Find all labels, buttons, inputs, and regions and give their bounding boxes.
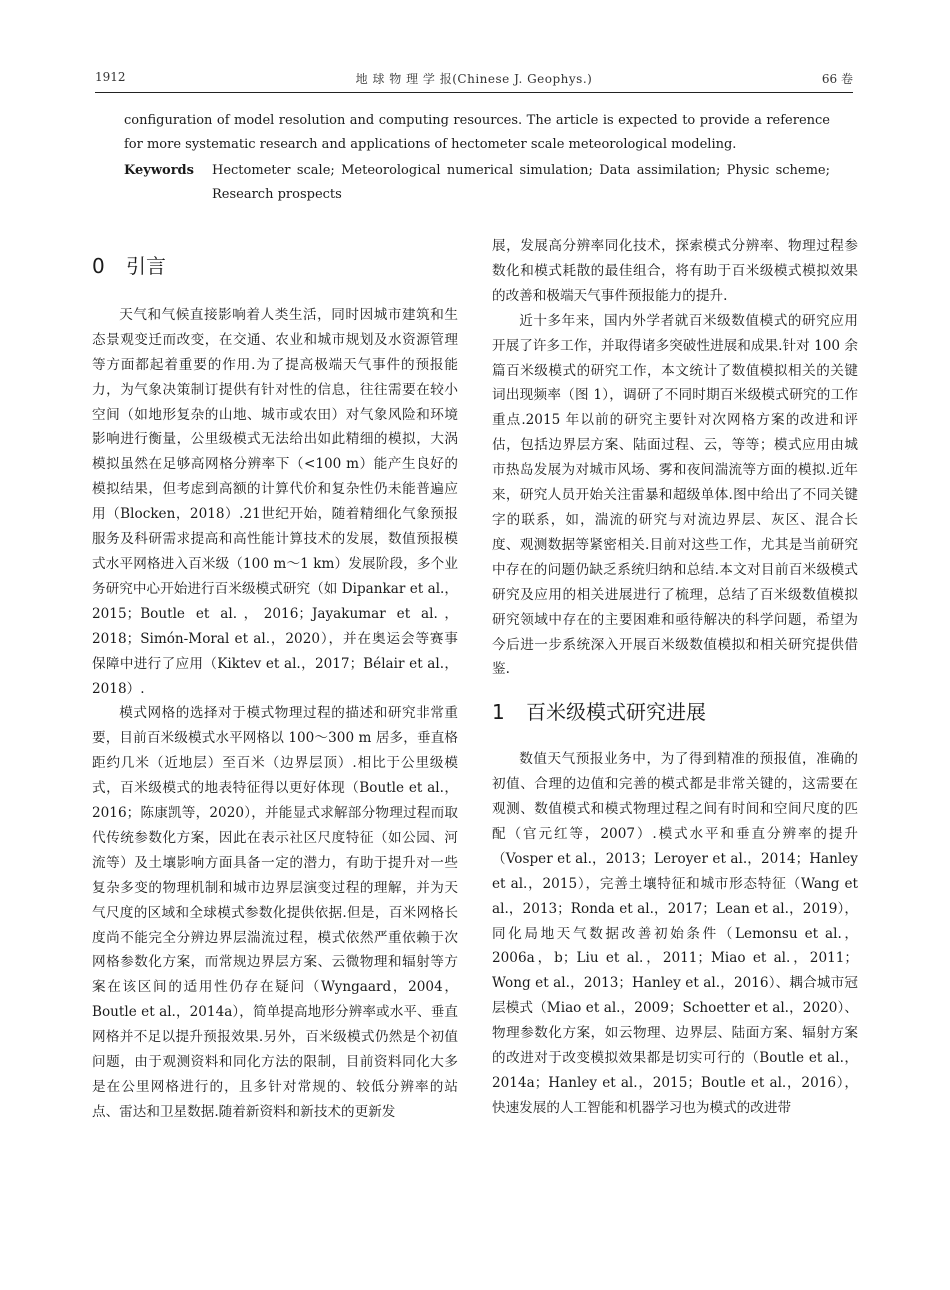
paragraph: 模式网格的选择对于模式物理过程的描述和研究非常重要，目前百米级模式水平网格以 100～300 m 居多，垂直格距约几米（近地层）至百米（边界层顶）.相比于公里级模式，百米级模式的地表特征得以更好体现（Boutle et al.，2016；陈康凯等，2020），并能显式求解部分物理过程而取代传统参数化方案，因此在表示社区尺度特征（如公园、河流等）及土壤影响方面具备一定的潜力，有助于提升对一些复杂多变的物理机制和城市边界层演变过程的理解，并为天气尺度的区域和全球模式参数化提供依据.但是，百米网格长度尚不能完全分辨边界层湍流过程，模式依然严重依赖于次网格参数化方案，而常规边界层方案、云微物理和辐射等方案在该区间的适用性仍存在疑问（Wyngaard，2004，Boutle et al.，2014a），简单提高地形分辨率或水平、垂直网格并不足以提升预报效果.另外，百米级模式仍然是个初值问题，由于观测资料和同化方法的限制，目前资料同化大多是在公里网格进行的，且多针对常规的、较低分辨率的站点、雷达和卫星数据.随着新资料和新技术的更新发 [92, 705, 458, 1120]
header-rule [95, 92, 853, 93]
page-number: 1912 [95, 70, 126, 84]
section-number: 0 [92, 254, 105, 278]
section-heading-1 [492, 700, 858, 725]
abstract-block [124, 109, 830, 207]
section-heading-0 [92, 254, 458, 279]
paragraph: 天气和气候直接影响着人类生活，同时因城市建筑和生态景观变迁而改变，在交通、农业和城市规划及水资源管理等方面都起着重要的作用.为了提高极端天气事件的预报能力，为气象决策制订提供有针对性的信息，往往需要在较小空间（如地形复杂的山地、城市或农田）对气象风险和环境影响进行衡量，公里级模式无法给出如此精细的模拟，大涡模拟虽然在足够高网格分辨率下（<100 m）能产生良好的模拟结果，但考虑到高额的计算代价和复杂性仍未能普遍应用（Blocken，2018）.21世纪开始，随着精细化气象预报服务及科研需求提高和高性能计算技术的发展，数值预报模式水平网格进入百米级（100 m～1 km）发展阶段，多个业务研究中心开始进行百米级模式研究（如 Dipankar et al.，2015；Boutle et al.，2016；Jayakumar et al.，2018；Simón-Moral et al.，2020），并在奥运会等赛事保障中进行了应用（Kiktev et al.，2017；Bélair et al.，2018）. [92, 306, 458, 697]
section-number: 1 [492, 700, 505, 725]
keywords-text: Hectometer scale; Meteorological numerical simulation; Data assimilation; Physic scheme; Research prospects [212, 163, 830, 202]
page-header [95, 70, 853, 90]
section-title: 百米级模式研究进展 [526, 700, 706, 725]
keywords-label: Keywords [124, 163, 194, 178]
paragraph: 近十多年来，国内外学者就百米级数值模式的研究应用开展了许多工作，并取得诸多突破性进展和成果.针对 100 余篇百米级模式的研究工作，本文统计了数值模拟相关的关键词出现频率（图 1），调研了不同时期百米级模式研究的工作重点.2015 年以前的研究主要针对次网格方案的改进和评估，包括边界层方案、陆面过程、云，等等；模式应用由城市热岛发展为对城市风场、雾和夜间湍流等方面的模拟.近年来，研究人员开始关注雷暴和超级单体.图中给出了不同关键字的联系，如，湍流的研究与对流边界层、灰区、混合长度、观测数据等紧密相关.目前对这些工作，尤其是当前研究中存在的问题仍缺乏系统归纳和总结.本文对目前百米级模式研究及应用的相关进展进行了梳理，总结了百米级数值模拟研究领域中存在的主要困难和亟待解决的科学问题，希望为今后进一步系统深入开展百米级数值模拟和相关研究提供借鉴. [492, 312, 858, 678]
left-column [92, 234, 458, 1125]
paragraph-continuation: 展，发展高分辨率同化技术，探索模式分辨率、物理过程参数化和模式耗散的最佳组合，将有助于百米级模式模拟效果的改善和极端天气事件预报能力的提升. [492, 238, 858, 304]
section-title: 引言 [126, 254, 166, 278]
journal-title: 地 球 物 理 学 报(Chinese J. Geophys.) [355, 72, 593, 86]
volume-label: 66 卷 [821, 72, 853, 86]
keywords [124, 159, 830, 207]
paragraph: 数值天气预报业务中，为了得到精准的预报值，准确的初值、合理的边值和完善的模式都是非常关键的，这需要在观测、数值模式和模式物理过程之间有时间和空间尺度的匹配（官元红等，2007）.模式水平和垂直分辨率的提升（Vosper et al.，2013；Leroyer et al.，2014；Hanley et al.，2015），完善土壤特征和城市形态特征（Wang et al.，2013；Ronda et al.，2017；Lean et al.，2019），同化局地天气数据改善初始条件（Lemonsu et al.，2006a，b；Liu et al.，2011；Miao et al.，2011；Wong et al.，2013；Hanley et al.，2016）、耦合城市冠层模式（Miao et al.，2009；Schoetter et al.，2020）、物理参数化方案，如云物理、边界层、陆面方案、辐射方案的改进对于改变模拟效果都是切实可行的（Boutle et al.，2014a；Hanley et al.，2015；Boutle et al.，2016），快速发展的人工智能和机器学习也为模式的改进带 [492, 751, 858, 1116]
right-column [492, 234, 858, 1121]
abstract-text: configuration of model resolution and computing resources. The article is expected to provide a reference for more systematic research and applications of hectometer scale meteorological modeling. [124, 113, 830, 152]
